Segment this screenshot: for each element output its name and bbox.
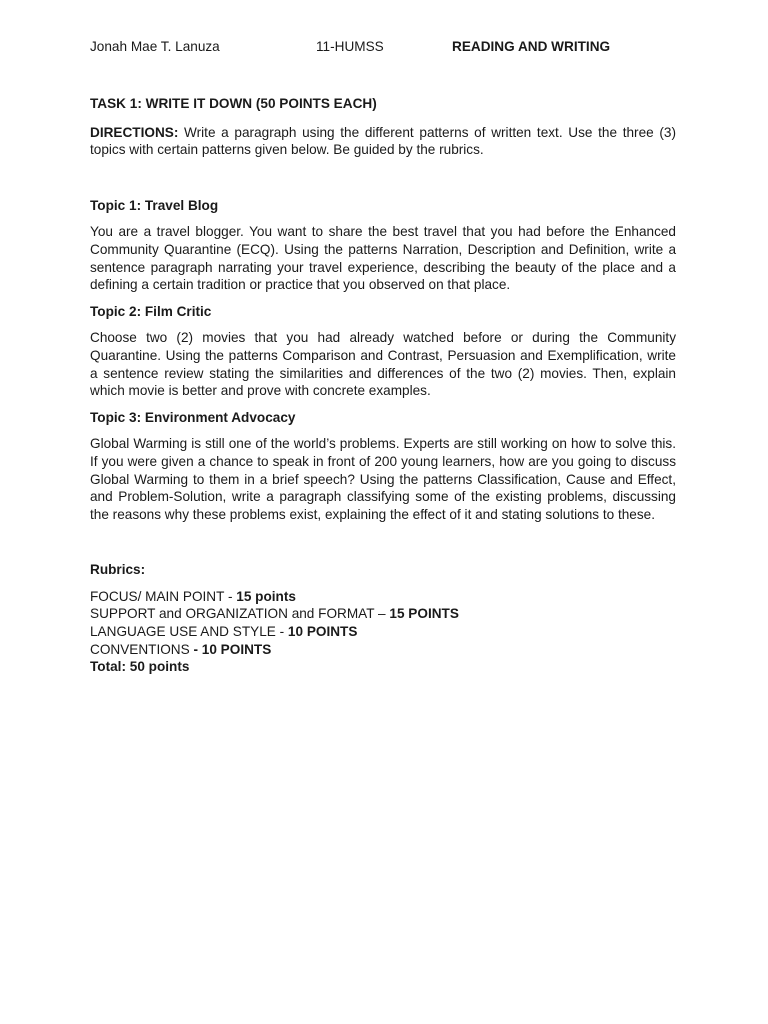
directions-paragraph xyxy=(90,124,676,159)
rubric-points: 10 POINTS xyxy=(287,624,358,640)
document-header xyxy=(90,39,680,57)
directions-label: DIRECTIONS: xyxy=(90,124,179,140)
rubric-points: 15 POINTS xyxy=(389,606,459,622)
directions-text: Write a paragraph using the different patterns of written text. Use the three (3) topics with certain patterns given below. Be guided by the rubrics. xyxy=(90,124,676,158)
rubric-label: SUPPORT and ORGANIZATION and FORMAT – xyxy=(90,606,390,622)
rubric-item-support xyxy=(90,605,676,623)
topic-1-body: You are a travel blogger. You want to share the best travel that you had before the Enhanced Community Quarantine (ECQ). Using the patterns Narration, Description and Definition, write a sentence paragraph narrating your travel experience, describing the beauty of the place and a defining a certain tradition or practice that you observed on that place. xyxy=(90,224,676,293)
topic-2-body: Choose two (2) movies that you had already watched before or during the Community Quarantine. Using the patterns Comparison and Contrast, Persuasion and Exemplification, write a sentence review stating the similarities and differences of the two (2) movies. Then, explain which movie is better and prove with concrete examples. xyxy=(90,330,676,399)
rubric-label: FOCUS/ MAIN POINT - xyxy=(90,588,237,604)
task-title: TASK 1: WRITE IT DOWN (50 POINTS EACH) xyxy=(90,96,377,111)
rubric-points: - 10 POINTS xyxy=(193,641,272,657)
rubric-item-conventions xyxy=(90,641,676,659)
topic-3-title: Topic 3: Environment Advocacy xyxy=(90,409,296,425)
topic-3-body: Global Warming is still one of the world’s problems. Experts are still working on how to solve this. If you were given a chance to speak in front of 200 young learners, how are you going to discuss Global Warming to them in a brief speech? Using the patterns Classification, Cause and Effect, and Problem-Solution, write a paragraph classifying some of the existing problems, discussing the reasons why these problems exist, explaining the effect of it and stating solutions to these. xyxy=(90,436,676,522)
topic-1-title: Topic 1: Travel Blog xyxy=(90,197,219,213)
document-body xyxy=(90,95,676,676)
rubrics-list xyxy=(90,588,676,676)
student-name: Jonah Mae T. Lanuza xyxy=(90,39,220,54)
rubric-item-language xyxy=(90,623,676,641)
rubric-label: CONVENTIONS xyxy=(90,641,194,657)
rubric-points: 15 points xyxy=(236,588,296,604)
rubric-label: LANGUAGE USE AND STYLE - xyxy=(90,624,288,640)
student-section: 11-HUMSS xyxy=(316,39,384,54)
topic-2-title: Topic 2: Film Critic xyxy=(90,303,212,319)
rubrics-title: Rubrics: xyxy=(90,562,146,578)
rubric-item-focus xyxy=(90,588,676,606)
subject-title: READING AND WRITING xyxy=(452,39,611,54)
rubric-total: Total: 50 points xyxy=(90,659,190,675)
